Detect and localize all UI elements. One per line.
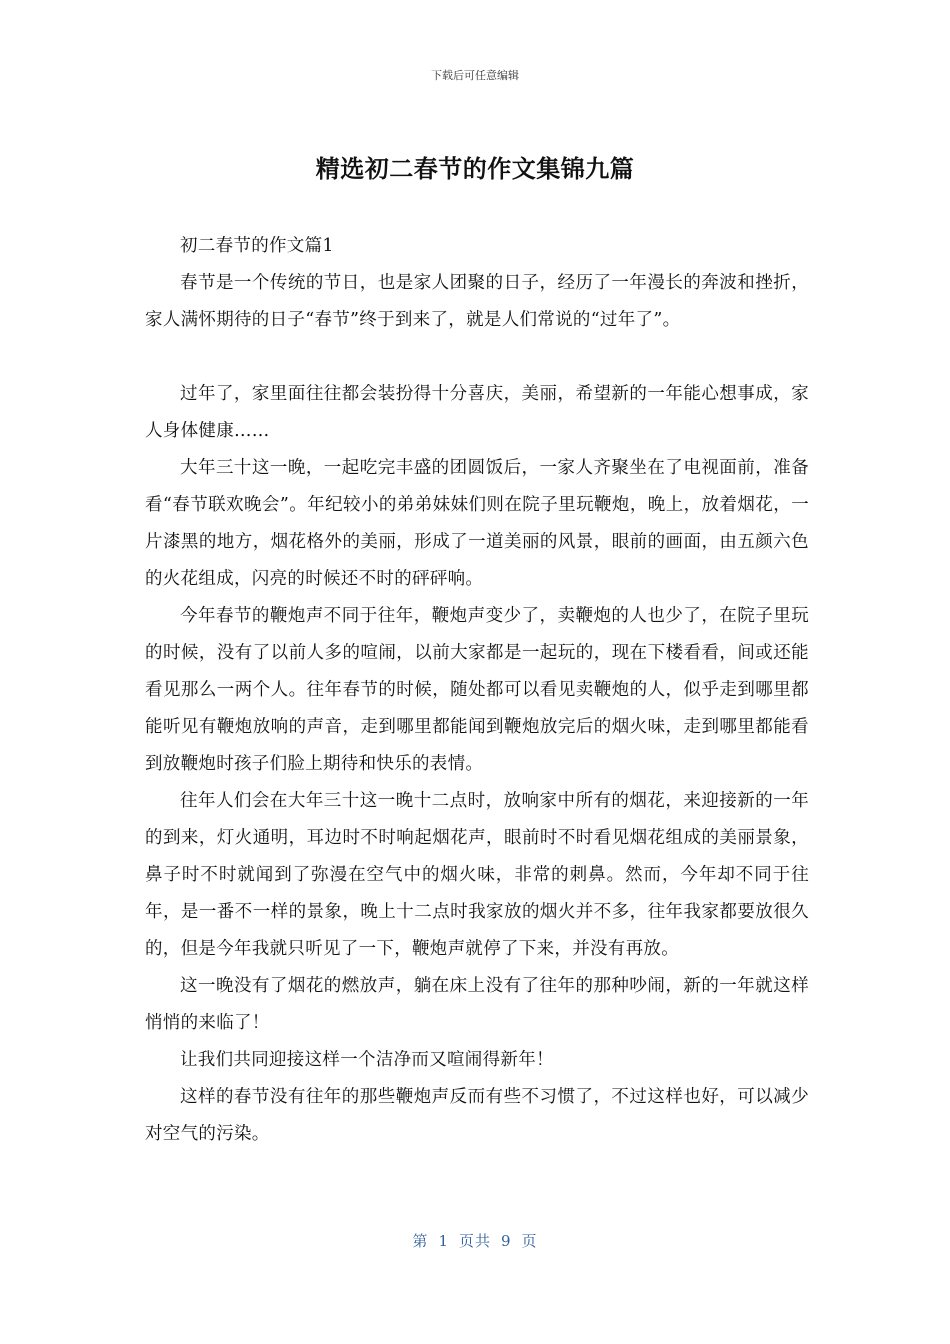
document-body xyxy=(145,228,809,1153)
document-title: 精选初二春节的作文集锦九篇 xyxy=(315,155,635,183)
footer-page-number: 1 xyxy=(438,1232,449,1250)
footer-middle: 页共 xyxy=(458,1232,491,1250)
paragraph: 让我们共同迎接这样一个洁净而又喧闹得新年！ xyxy=(180,1050,554,1070)
page-footer xyxy=(0,1230,950,1251)
paragraph: 往年人们会在大年三十这一晚十二点时，放响家中所有的烟花，来迎接新的一年的到来，灯火通明，耳边时不时响起烟花声，眼前时不时看见烟花组成的美丽景象，鼻子时不时就闻到了弥漫在空气中的烟火味，非常的刺鼻。然而，今年却不同于往年，是一番不一样的景象，晚上十二点时我家放的烟火并不多，往年我家都要放很久的，但是今年我就只听见了一下，鞭炮声就停了下来，并没有再放。 xyxy=(145,791,809,959)
paragraph: 这一晚没有了烟花的燃放声，躺在床上没有了往年的那种吵闹，新的一年就这样悄悄的来临了！ xyxy=(145,976,809,1033)
paragraph: 今年春节的鞭炮声不同于往年，鞭炮声变少了，卖鞭炮的人也少了，在院子里玩的时候，没有了以前人多的喧闹，以前大家都是一起玩的，现在下楼看看，间或还能看见那么一两个人。往年春节的时候，随处都可以看见卖鞭炮的人，似乎走到哪里都能听见有鞭炮放响的声音，走到哪里都能闻到鞭炮放完后的烟火味，走到哪里都能看到放鞭炮时孩子们脸上期待和快乐的表情。 xyxy=(145,606,809,774)
footer-suffix: 页 xyxy=(521,1232,538,1250)
page-header-note: 下载后可任意编辑 xyxy=(431,69,519,82)
footer-total-pages: 9 xyxy=(501,1232,512,1250)
paragraph: 这样的春节没有往年的那些鞭炮声反而有些不习惯了，不过这样也好，可以减少对空气的污染。 xyxy=(145,1087,809,1144)
paragraph: 春节是一个传统的节日，也是家人团聚的日子，经历了一年漫长的奔波和挫折，家人满怀期待的日子“春节”终于到来了，就是人们常说的“过年了”。 xyxy=(145,273,809,330)
paragraph: 过年了，家里面往往都会装扮得十分喜庆，美丽，希望新的一年能心想事成，家人身体健康…… xyxy=(145,384,809,441)
paragraph: 大年三十这一晚，一起吃完丰盛的团圆饭后，一家人齐聚坐在了电视面前，准备看“春节联欢晚会”。年纪较小的弟弟妹妹们则在院子里玩鞭炮，晚上，放着烟花，一片漆黑的地方，烟花格外的美丽，形成了一道美丽的风景，眼前的画面，由五颜六色的火花组成，闪亮的时候还不时的砰砰响。 xyxy=(145,458,809,589)
footer-prefix: 第 xyxy=(412,1232,429,1250)
section-heading: 初二春节的作文篇1 xyxy=(180,236,334,256)
